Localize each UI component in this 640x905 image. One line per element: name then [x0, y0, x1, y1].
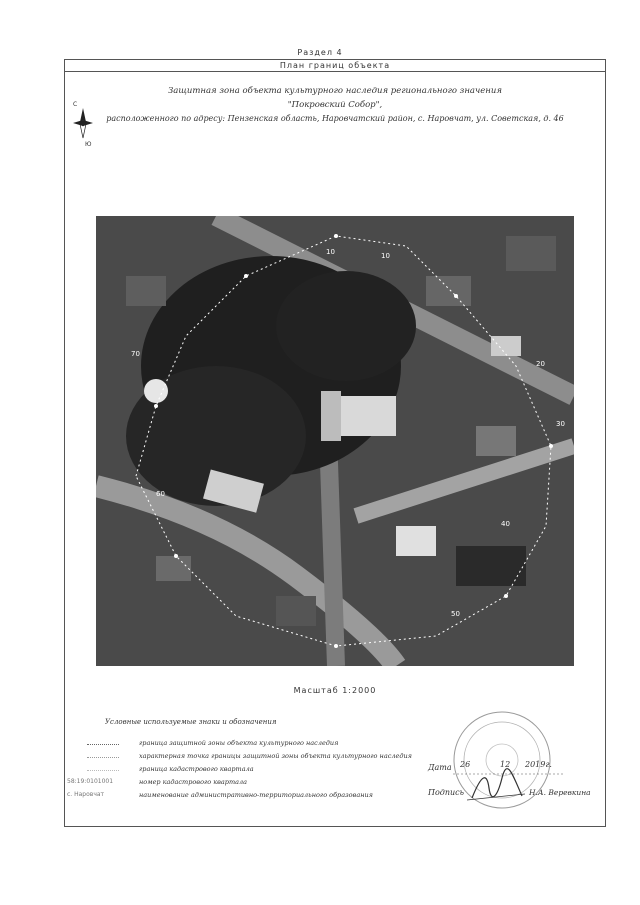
map-scale: Масштаб 1:2000: [293, 686, 377, 695]
date-month: 12: [500, 760, 511, 769]
map-point-label: 10: [381, 252, 390, 260]
map-point-label: 30: [556, 420, 565, 428]
date-year: 2019г.: [525, 760, 552, 769]
signer-name: Н.А. Веревкина: [529, 788, 591, 797]
legend-symbol: 58:19:0101001: [67, 778, 114, 785]
boundary-line-icon: [87, 744, 119, 745]
title-line-1: Защитная зона объекта культурного наследия регионального значения: [167, 86, 503, 96]
satellite-map: [96, 216, 574, 666]
map-point-label: 50: [451, 610, 460, 618]
title-line-2: "Покровский Собор",: [287, 100, 383, 110]
cadastral-line-icon: [87, 770, 119, 771]
title-line-3: расположенного по адресу: Пензенская область, Наровчатский район, с. Наровчат, ул. Советская, д. 46: [106, 114, 564, 123]
map-point-label: 20: [536, 360, 545, 368]
handwritten-signature: [467, 768, 527, 804]
compass-north-label: С: [73, 101, 78, 108]
signature-label: Подпись: [428, 788, 465, 797]
date-label: Дата: [428, 763, 452, 772]
legend-symbol: с. Наровчат: [67, 791, 105, 798]
document-frame: План границ объекта Защитная зона объекта культурного наследия регионального значения "Покровский Собор", расположенного по адресу: Пензенская область, Наровчатский район, с. Наровчат, ул. Советская, д. 46 С Ю 10 20 30 40 50 60 70 10 Масштаб 1:2000 Условные используемые знаки и обозначения граница защитной зоны объекта культурного наследия характерная точка границы защитной зоны объекта культурного наследия граница кадастрового квартала 58:19:0101001 номер кадастрового квартала с. Наровчат наименование административно-территориального образования Дата 26 12 2019г. Подпись Н.А. Веревкина: [64, 59, 606, 827]
map-point-label: 70: [131, 350, 140, 358]
date-day: 26: [460, 760, 471, 769]
section-title: Раздел 4: [297, 48, 343, 57]
map-point-label: 10: [326, 248, 335, 256]
legend-title: Условные используемые знаки и обозначения: [105, 718, 277, 726]
point-line-icon: [87, 757, 119, 758]
compass-icon: [71, 98, 95, 148]
frame-header: План границ объекта: [65, 60, 605, 72]
map-point-label: 60: [156, 490, 165, 498]
compass-south-label: Ю: [85, 141, 92, 148]
map-point-label: 40: [501, 520, 510, 528]
